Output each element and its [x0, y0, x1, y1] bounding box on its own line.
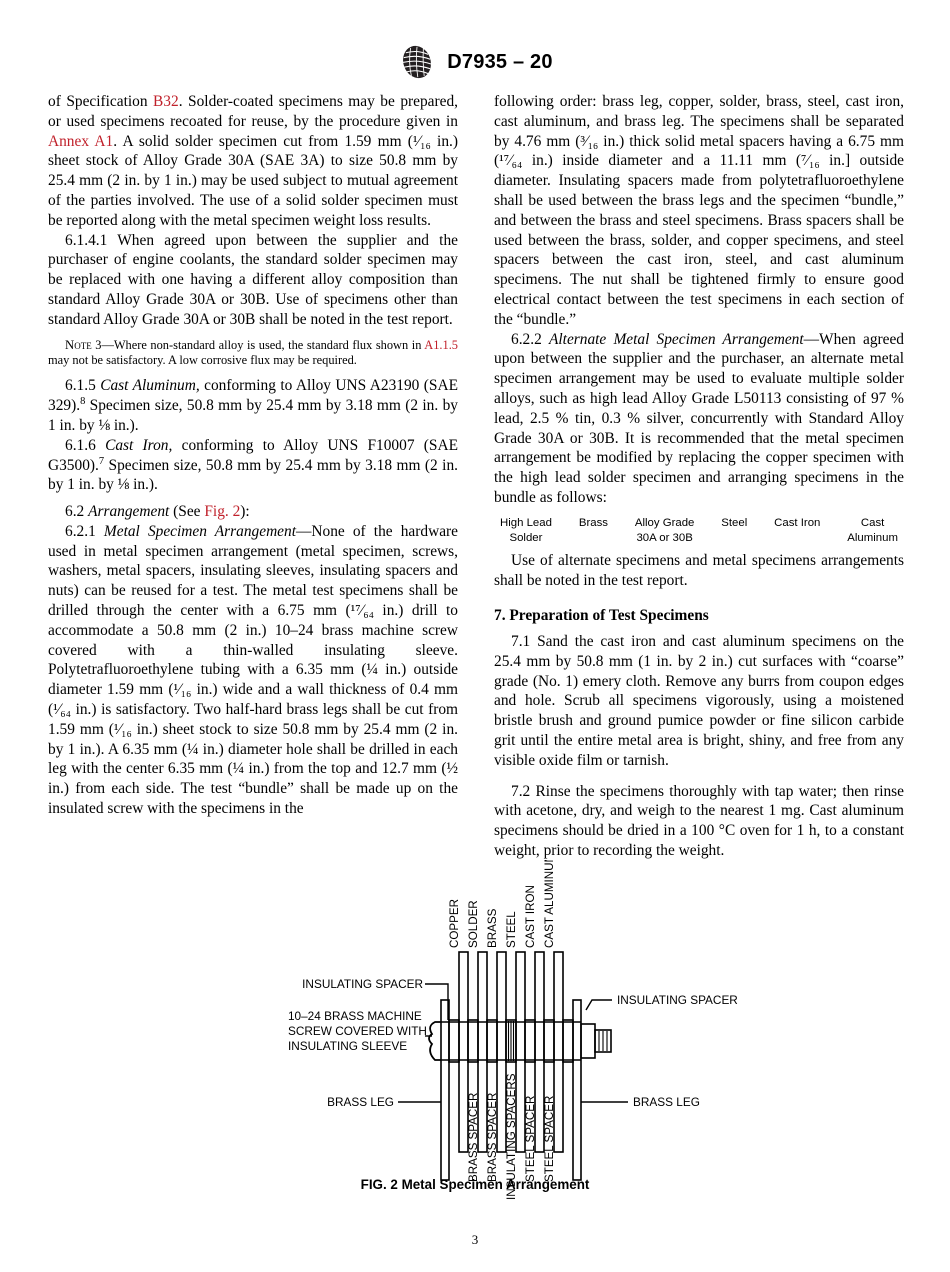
- nut-thread-hatch: [599, 1031, 607, 1051]
- label-copper: COPPER: [448, 899, 461, 948]
- spec-line-1: Steel: [721, 516, 748, 529]
- figure-2-caption: FIG. 2 Metal Specimen Arrangement: [360, 1177, 590, 1192]
- steel-spacer-box-1: [525, 1020, 535, 1062]
- spec-line-1: Cast: [860, 516, 885, 529]
- clause-number: 6.2: [65, 503, 89, 521]
- text-fragment: of Specification: [48, 93, 154, 110]
- label-solder: SOLDER: [467, 900, 480, 948]
- spec-column: [635, 516, 695, 546]
- text-fragment: (See: [169, 503, 205, 521]
- spec-column: [579, 516, 608, 546]
- text-fragment: ):: [240, 503, 250, 521]
- paragraph-6-2-1-continued: following order: brass leg, copper, solder, brass, steel, cast iron, cast aluminum, and brass leg. The specimens shall be separated by 4.76 mm (³⁄₁₆ in.) thick solid metal spacers having a 6.75 mm (¹⁷⁄₆₄ in.) inside diameter and a 11.11 mm (⁷⁄₁₆ in.] outside diameter. Insulating spacers made from polytetrafluoroethylene shall be used between the brass legs and the specimen “bundle,” and between the brass and steel specimens. Brass spacers shall be used between the brass, solder, and copper specimens, and steel spacers between the cast iron, steel, and cast aluminum specimens. The nut shall be tightened firmly to ensure good electrical contact between the test specimens in each section of the “bundle.”: [494, 93, 904, 328]
- paragraph-6-2-1: [48, 522, 458, 819]
- text-fragment: Specimen size, 50.8 mm by 25.4 mm by 3.18 mm (2 in. by 1 in. by ⅛ in.).: [48, 397, 458, 434]
- clause-number: 6.1.5: [65, 377, 101, 395]
- label-brass: BRASS: [486, 908, 499, 948]
- label-steel: STEEL: [505, 911, 518, 948]
- insulating-spacer-right-box: [563, 1020, 573, 1062]
- paragraph-6-2: [48, 502, 458, 522]
- figure-2-drawing: [0, 860, 950, 1220]
- spec-column: [847, 516, 898, 546]
- text-fragment: . Solder-coated specimens may be prepared, or used specimens recoated for reuse, by the procedure given in: [48, 93, 459, 130]
- note-3: [48, 337, 458, 370]
- clause-title: Alternate Metal Specimen Arrangement: [548, 330, 804, 348]
- spec-column: [721, 516, 747, 546]
- link-fig-2[interactable]: Fig. 2: [204, 503, 241, 521]
- text-fragment: Specimen size, 50.8 mm by 25.4 mm by 3.18 mm (2 in. by 1 in. by ⅛ in.).: [48, 456, 458, 494]
- label-brass-spacer-2: BRASS SPACER: [486, 1092, 499, 1182]
- clause-number: 6.2.1: [65, 522, 104, 540]
- callout-screw-line-1: 10–24 BRASS MACHINE: [288, 1009, 422, 1023]
- spec-line-2: Solder: [509, 531, 543, 544]
- page-header: [0, 44, 950, 80]
- footnote-marker: 8: [80, 395, 86, 407]
- label-cast-iron: CAST IRON: [524, 885, 537, 948]
- paragraph-6-1-4-continued: [48, 92, 458, 231]
- left-column: [48, 92, 458, 861]
- text-fragment: . A solid solder specimen cut from 1.59 mm (¹⁄₁₆ in.) sheet stock of Alloy Grade 30A (SAE 3A) to size 50.8 mm by 25.4 mm (2 in. by 1 in.) may be used subject to mutual agreement of the parties involved. The use of a solid solder specimen must be reported along with the metal specimen weight loss results.: [48, 132, 458, 229]
- washer-right: [581, 1024, 595, 1058]
- right-column: [494, 92, 904, 861]
- label-cast-aluminum: CAST ALUMINUM: [543, 860, 556, 948]
- astm-logo-icon: [397, 44, 437, 80]
- text-fragment: —None of the hardware used in metal specimen arrangement (metal specimen, screws, washers, metal spacers, insulating sleeves, insulating spacers and nuts) can be reused for a test. The metal test specimens shall be drilled through the center with a 6.75 mm (¹⁷⁄₆₄ in.) drill to accommodate a 50.8 mm (2 in.) 10–24 brass machine screw covered with a thin-walled insulating sleeve. Polytetrafluoroethylene tubing with a 6.35 mm (¼ in.) outside diameter 1.59 mm (¹⁄₁₆ in.) wide and a wall thickness of 0.4 mm (¹⁄₆₄ in.) is satisfactory. Two half-hard brass legs shall be cut from 1.59 mm (¹⁄₁₆ in.) sheet stock to size 50.8 mm by 25.4 mm (2 in. by 1 in.). A 6.35 mm (¼ in.) diameter hole shall be drilled in each leg with the center 6.35 mm (¼ in.) from the top and 12.7 mm (½ in.) from each side. The test “bundle” shall be made up on the insulated screw with the specimens in the: [48, 522, 458, 818]
- link-b32[interactable]: B32: [153, 93, 179, 110]
- clause-title: Arrangement: [88, 503, 170, 521]
- callout-screw-line-2: SCREW COVERED WITH: [288, 1024, 427, 1038]
- paragraph-7-2: 7.2 Rinse the specimens thoroughly with tap water; then rinse with acetone, dry, and weigh to the nearest 1 mg. Cast aluminum specimens should be dried in a 100 °C oven for 1 h, to a constant weight, prior to recording the weight.: [494, 782, 904, 859]
- section-7-heading: 7. Preparation of Test Specimens: [494, 606, 709, 624]
- page-number: 3: [471, 1232, 479, 1247]
- clause-title: Cast Aluminum,: [100, 377, 200, 395]
- text-fragment: conforming to Alloy UNS A23190 (SAE 329).: [48, 377, 458, 415]
- link-annex-a1[interactable]: Annex A1: [48, 132, 114, 150]
- spec-column: [774, 516, 820, 546]
- screw-head-icon: [429, 1022, 441, 1060]
- label-steel-spacer-1: STEEL SPACER: [524, 1095, 537, 1182]
- text-fragment: may not be satisfactory. A low corrosive flux may be required.: [48, 353, 357, 368]
- figure-2-metal-specimen-arrangement: [0, 860, 950, 1220]
- body-columns: [48, 92, 904, 861]
- paragraph-6-2-2: [494, 330, 904, 508]
- footnote-marker: 7: [98, 455, 105, 467]
- spec-line-1: Alloy Grade: [634, 516, 695, 529]
- callout-screw-line-3: INSULATING SLEEVE: [288, 1039, 408, 1053]
- paragraph-7-1: 7.1 Sand the cast iron and cast aluminum specimens on the 25.4 mm by 50.8 mm (1 in. by 2 in.) cut surfaces with “coarse” grade (No. 1) emery cloth. Remove any burrs from coupon edges and hole. Scrub all specimens vigorously, using a moistened bristle brush and ground pumice powder or fine silicon carbide grit until the entire metal area is bright, shiny, and free from any visible oxide film or tarnish.: [494, 632, 904, 769]
- insulating-spacer-hatch: [509, 1021, 514, 1061]
- brass-leg-left-plate: [441, 1000, 449, 1180]
- clause-number: 6.2.2: [511, 330, 549, 348]
- paragraph-6-1-4-1: 6.1.4.1 When agreed upon between the supplier and the purchaser of engine coolants, the standard solder specimen may be replaced with one having a different alloy composition than standard Alloy Grade 30A or 30B. Use of specimens other than standard Alloy Grade 30A or 30B shall be noted in the test report.: [48, 231, 458, 328]
- paragraph-6-1-5: [48, 376, 458, 435]
- callout-insulating-spacer-right: INSULATING SPACER: [617, 993, 738, 1007]
- callout-insulating-spacer-left: INSULATING SPACER: [302, 977, 423, 991]
- text-fragment: —When agreed upon between the supplier and the purchaser, an alternate metal specimen arrangement may be used to evaluate multiple solder alloys, such as high lead Alloy Grade L50113 consisting of 97 % lead, 2.5 % tin, 0.3 % silver, concurrently with Standard Alloy Grade 30A or 30B. It is recommended that the metal specimen arrangement be modified by replacing the copper specimen with the high lead solder specimen and arranging specimens in the bundle as follows:: [494, 330, 904, 506]
- paragraph-after-table: Use of alternate specimens and metal specimens arrangements shall be noted in the test report.: [494, 552, 904, 590]
- label-insulating-spacers: INSULATING SPACERS: [505, 1073, 518, 1200]
- paragraph-6-1-6: [48, 436, 458, 495]
- clause-title: Cast Iron,: [105, 436, 173, 454]
- alternate-specimen-table: [494, 516, 904, 546]
- clause-title: Metal Specimen Arrangement: [103, 522, 296, 540]
- note-label: Note: [65, 337, 92, 352]
- spec-line-2: 30A or 30B: [636, 531, 693, 544]
- brass-spacer-box-1: [468, 1020, 478, 1062]
- leader-insulating-spacer-left: [425, 984, 448, 1020]
- spec-line-1: Cast Iron: [774, 516, 821, 529]
- spec-line-1: Brass: [578, 516, 608, 529]
- brass-leg-right-plate: [573, 1000, 581, 1180]
- steel-spacer-box-2: [544, 1020, 554, 1062]
- spec-line-1: High Lead: [500, 516, 552, 529]
- spec-line-2: Aluminum: [847, 531, 898, 544]
- brass-spacer-box-2: [487, 1020, 497, 1062]
- link-a1-1-5[interactable]: A1.1.5: [424, 337, 458, 352]
- text-fragment: 3—Where non-standard alloy is used, the standard flux shown in: [91, 337, 425, 352]
- leader-insulating-spacer-right: [586, 1000, 612, 1010]
- label-brass-spacer-1: BRASS SPACER: [467, 1092, 480, 1182]
- clause-number: 6.1.6: [65, 436, 106, 454]
- document-number: D7935 – 20: [447, 50, 553, 73]
- label-steel-spacer-2: STEEL SPACER: [543, 1095, 556, 1182]
- callout-brass-leg-right: BRASS LEG: [633, 1095, 700, 1109]
- spec-column: [500, 516, 552, 546]
- callout-brass-leg-left: BRASS LEG: [327, 1095, 394, 1109]
- insulating-spacer-left-box: [449, 1020, 459, 1062]
- text-fragment: conforming to Alloy UNS F10007 (SAE G3500).: [48, 436, 458, 474]
- figure-top-labels: [448, 860, 556, 948]
